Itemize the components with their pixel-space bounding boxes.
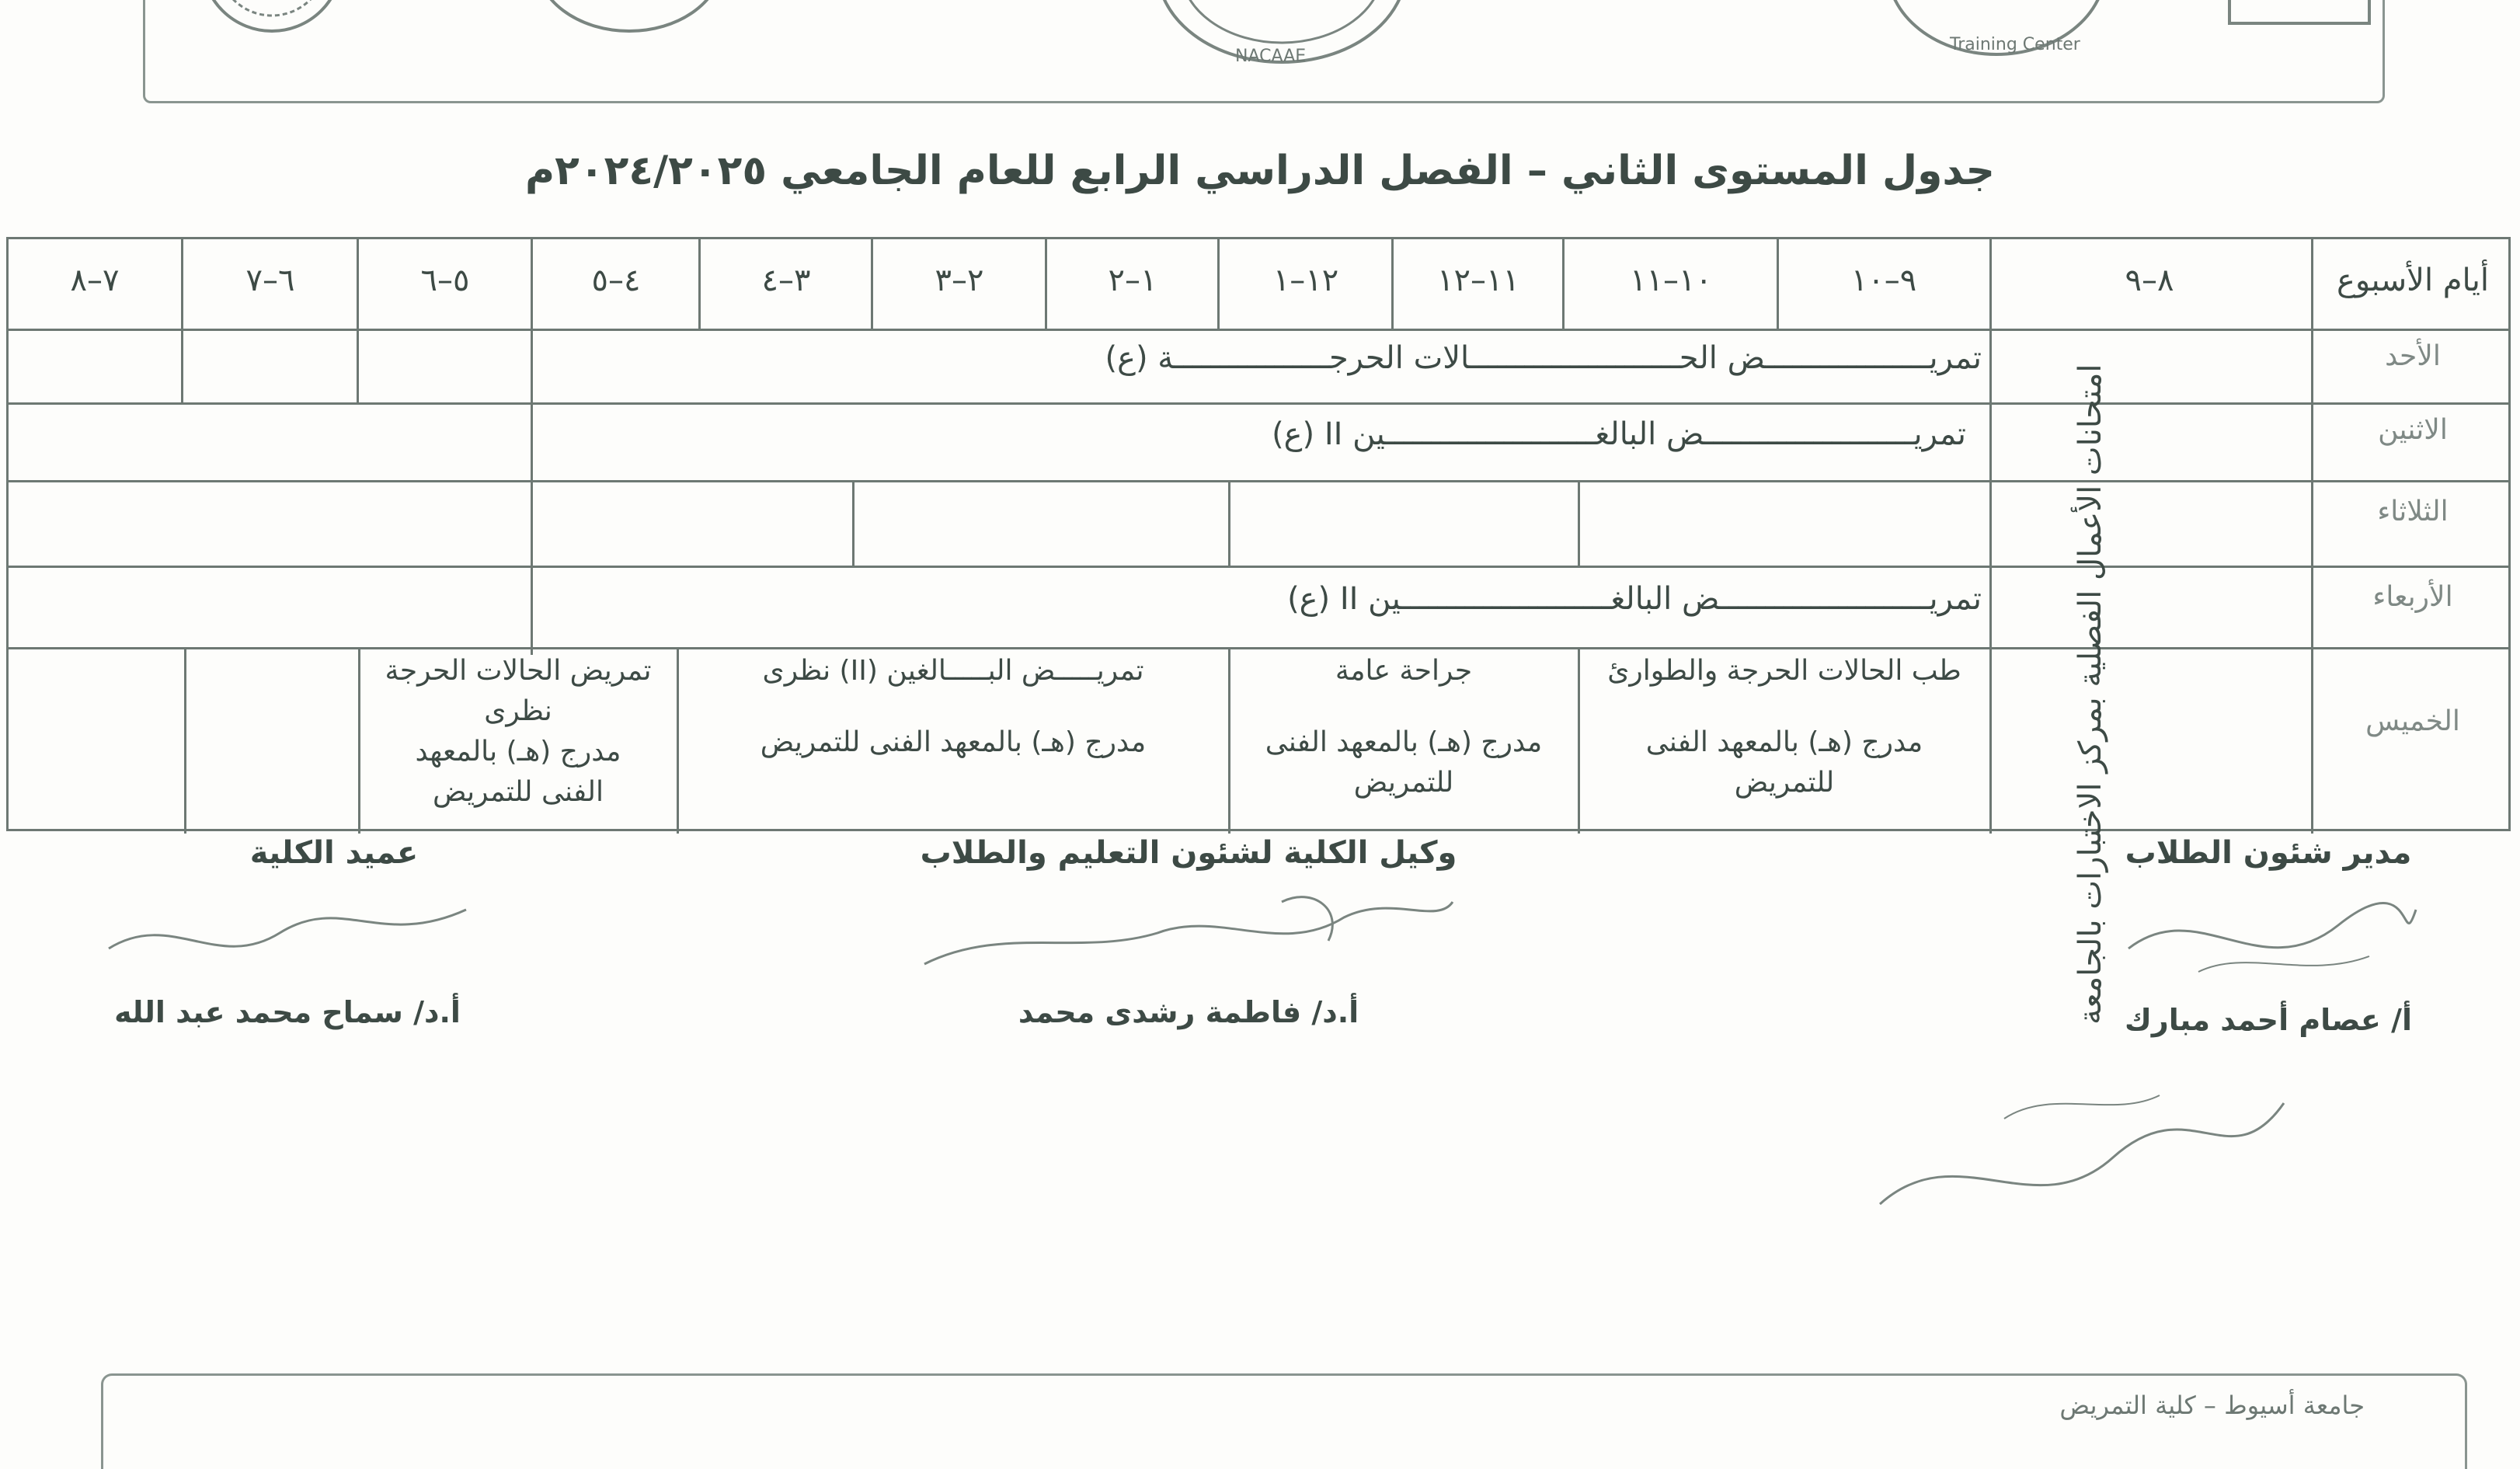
thursday-cell-3: [681, 651, 1225, 763]
col-divider: [1989, 239, 1992, 834]
col-divider: [181, 329, 183, 402]
monday-course: تمريـــــــــــــــــــــــض البالغـــــــــــــــــــــــين II (ع): [1272, 416, 1966, 452]
footer-text: جامعة أسيوط – كلية التمريض: [2059, 1391, 2365, 1420]
col-divider: [871, 239, 873, 329]
wednesday-course: تمريـــــــــــــــــــــــض البالغـــــــــــــــــــــــين II (ع): [1287, 581, 1982, 617]
thursday-cell-4: [363, 651, 674, 813]
signature-name: أ.د/ سماح محمد عبد الله: [114, 995, 461, 1029]
col-divider: [1391, 239, 1394, 329]
col-divider: [357, 329, 359, 402]
day-thursday: الخميس: [2365, 705, 2460, 737]
col-divider: [358, 647, 360, 834]
course-place: مدرج (هـ) بالمعهد الفنى للتمريض: [415, 736, 621, 808]
course-name: جراحة عامة: [1335, 655, 1473, 687]
college-logo: [528, 0, 730, 39]
signature-title: عميد الكلية: [249, 835, 419, 871]
thursday-cell-1: [1582, 651, 1986, 803]
course-place: مدرج (هـ) بالمعهد الفنى للتمريض: [1645, 726, 1923, 799]
time-slot: ١٢–١: [1272, 263, 1339, 298]
col-divider: [357, 239, 359, 329]
day-sunday: الأحد: [2385, 340, 2441, 372]
col-divider: [2311, 239, 2313, 834]
col-divider: [184, 647, 186, 834]
course-place: مدرج (هـ) بالمعهد الفنى للتمريض: [1265, 726, 1543, 799]
day-wednesday: الأربعاء: [2372, 581, 2453, 613]
day-monday: الاثنين: [2378, 414, 2448, 446]
col-divider: [531, 329, 533, 655]
signature-name: أ.د/ فاطمة رشدى محمد: [1018, 995, 1359, 1029]
col-divider: [677, 647, 679, 834]
course-name: طب الحالات الحرجة والطوارئ: [1607, 655, 1961, 687]
col-divider: [852, 480, 855, 566]
day-tuesday: الثلاثاء: [2377, 496, 2449, 527]
col-divider: [698, 239, 701, 329]
signature-vice-dean: [855, 835, 1523, 1029]
handwritten-signature: [2105, 879, 2431, 995]
hospital-logo: [2222, 0, 2377, 31]
header-days-label: أيام الأسبوع: [2337, 263, 2489, 298]
thursday-cell-2: [1233, 651, 1575, 803]
footer-frame: [101, 1373, 2467, 1469]
sunday-course: تمريــــــــــــــــــض الحـــــــــــــــــــــــالات الحرجـــــــــــــــــة (ع): [1105, 340, 1982, 376]
time-slot: ٩–١٠: [1850, 263, 1917, 298]
col-divider: [1228, 480, 1230, 566]
time-slot: ٢–٣: [935, 263, 984, 298]
time-slot: ٨–٩: [2125, 263, 2174, 298]
course-place: مدرج (هـ) بالمعهد الفنى للتمريض: [760, 726, 1147, 758]
time-slot: ٤–٥: [591, 263, 641, 298]
stamp-signature: [1864, 1072, 2299, 1243]
time-slot: ١١–١٢: [1437, 263, 1519, 298]
col-divider: [1228, 647, 1230, 834]
handwritten-signature: [101, 879, 474, 987]
exams-merged-cell: امتحانات الأعمال الفصلية بمركز الاختبارات بالجامعة: [2073, 364, 2108, 1025]
page-title: جدول المستوى الثاني – الفصل الدراسي الرابع للعام الجامعي ٢٠٢٤/٢٠٢٥م: [525, 148, 1995, 194]
time-slot: ١–٢: [1108, 263, 1157, 298]
row-divider: [9, 329, 2508, 331]
signature-student-affairs: [2051, 835, 2486, 1037]
signature-title: وكيل الكلية لشئون التعليم والطلاب: [920, 835, 1457, 871]
training-center-caption: Training Center: [1950, 35, 2080, 54]
col-divider: [181, 239, 183, 329]
signature-name: أ/ عصام أحمد مبارك: [2125, 1003, 2412, 1037]
signature-title: مدير شئون الطلاب: [2125, 835, 2412, 871]
time-slot: ٧–٨: [70, 263, 120, 298]
signature-dean: [47, 835, 528, 1029]
seal-caption: NACAAE: [1235, 47, 1307, 66]
col-divider: [1217, 239, 1220, 329]
handwritten-signature: [909, 879, 1468, 987]
col-divider: [1045, 239, 1047, 329]
col-divider: [1562, 239, 1565, 329]
col-divider: [1578, 647, 1580, 834]
time-slot: ١٠–١١: [1630, 263, 1712, 298]
course-name: تمريض الحالات الحرجة نظرى: [385, 655, 652, 727]
col-divider: [1777, 239, 1779, 329]
time-slot: ٣–٤: [761, 263, 811, 298]
course-name: تمريـــــض البـــــالغين (II) نظرى: [762, 655, 1144, 687]
time-slot: ٥–٦: [420, 263, 470, 298]
university-seal-logo: [194, 0, 350, 39]
col-divider: [531, 239, 533, 329]
time-slot: ٦–٧: [245, 263, 295, 298]
col-divider: [1578, 480, 1580, 566]
